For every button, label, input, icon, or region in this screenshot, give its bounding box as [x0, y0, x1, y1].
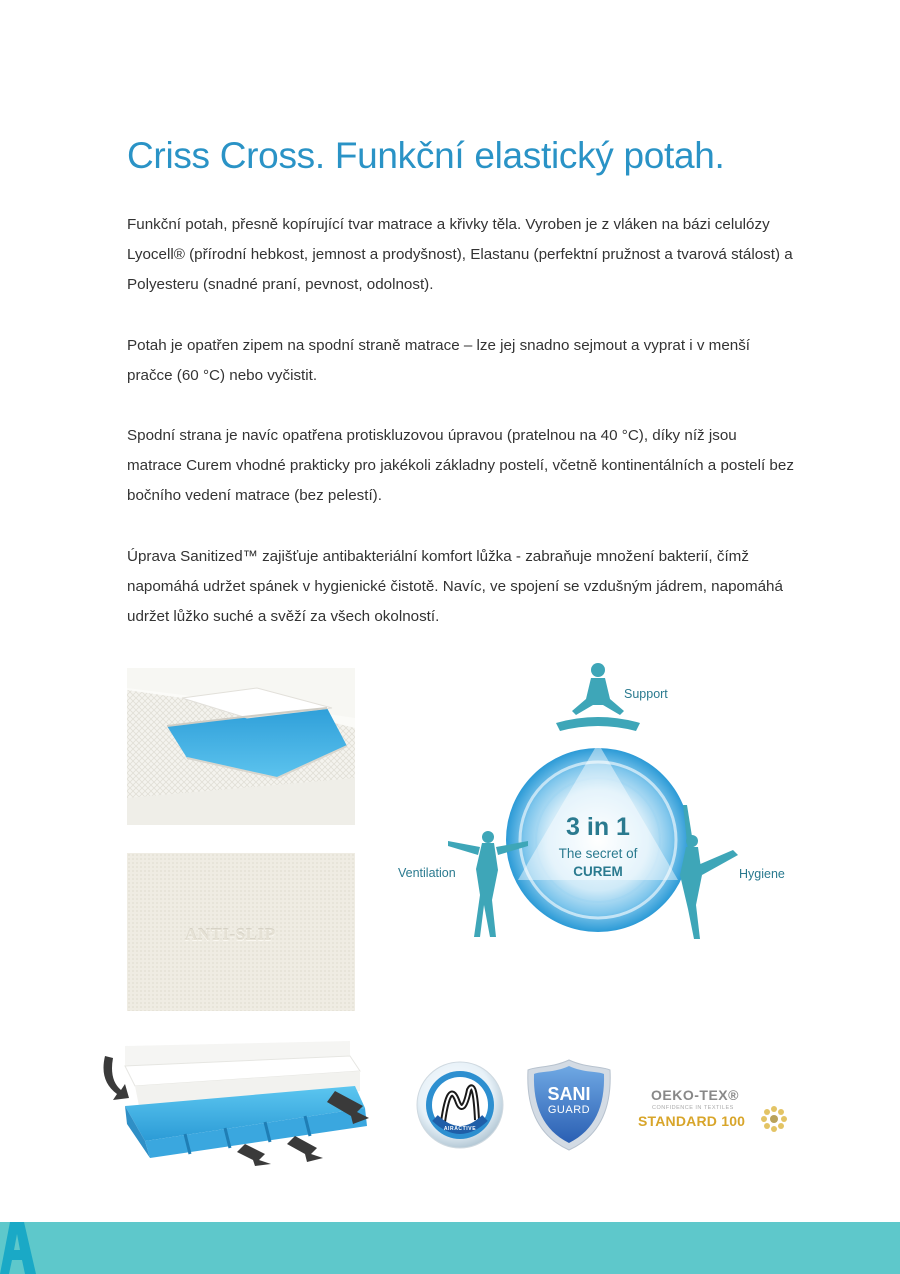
footer-bar — [0, 1222, 900, 1274]
flower-icon — [760, 1105, 788, 1133]
saniguard-badge — [524, 1058, 614, 1152]
airactive-badge — [415, 1060, 505, 1150]
photo-antislip-fabric — [127, 853, 355, 1011]
diagram-brand: CUREM — [573, 864, 623, 879]
saniguard-top: SANI — [547, 1084, 591, 1104]
oeko-tex-tagline: CONFIDENCE IN TEXTILES — [652, 1105, 734, 1111]
diagram-subline: The secret of — [558, 846, 638, 861]
paragraph-zipper: Potah je opatřen zipem na spodní straně matrace – lze jej snadno sejmout a vyprat i v menší pračce (60 °C) nebo vyčistit. — [127, 337, 751, 384]
diagram-headline: 3 in 1 — [566, 813, 630, 841]
oeko-tex-name: OEKO-TEX® — [651, 1087, 739, 1103]
airactive-icon — [415, 1060, 505, 1150]
label-support: Support — [624, 687, 668, 701]
paragraph-antislip: Spodní strana je navíc opatřena protiskluzovou úpravou (pratelnou na 40 °C), díky níž jsou matrace Curem vhodné prakticky pro jakékoli základny postelí, včetně kontinentálních a postelí bez bočního vedení matrace (bez pelestí). — [127, 427, 794, 504]
letter-a-logo — [0, 1222, 40, 1274]
saniguard-bottom: GUARD — [547, 1104, 591, 1116]
label-hygiene: Hygiene — [739, 867, 785, 881]
oeko-tex-standard: STANDARD 100 — [638, 1113, 746, 1129]
paragraph-sanitized: Úprava Sanitized™ zajišťuje antibakteriální komfort lůžka - zabraňuje množení bakterií, čímž napomáhá udržet spánek v hygienické čistotě. Navíc, ve spojení se vzdušným jádrem, napomáhá udržet lůžko suché a svěží za všech okolností. — [127, 548, 783, 625]
photo-mattress-layers — [95, 1036, 375, 1166]
paragraph-cover-material: Funkční potah, přesně kopírující tvar matrace a křivky těla. Vyroben je z vláken na bázi celulózy Lyocell® (přírodní hebkost, jemnost a prodyšnost), Elastanu (perfektní pružnost a tvarová stálost) a Polyesteru (snadné praní, pevnost, odolnost). — [127, 216, 793, 293]
page-title: Criss Cross. Funkční elastický potah. — [127, 135, 725, 176]
three-in-one-diagram — [388, 655, 798, 955]
hygiene-figure-icon — [680, 805, 738, 939]
ventilation-figure-icon — [448, 831, 528, 937]
oeko-tex-logo — [638, 1085, 798, 1135]
label-ventilation: Ventilation — [398, 866, 456, 880]
airactive-label: AIRACTIVE — [443, 1126, 477, 1132]
photo-cover-zipper — [127, 668, 355, 825]
antislip-print: ANTI-SLIP — [185, 925, 276, 944]
